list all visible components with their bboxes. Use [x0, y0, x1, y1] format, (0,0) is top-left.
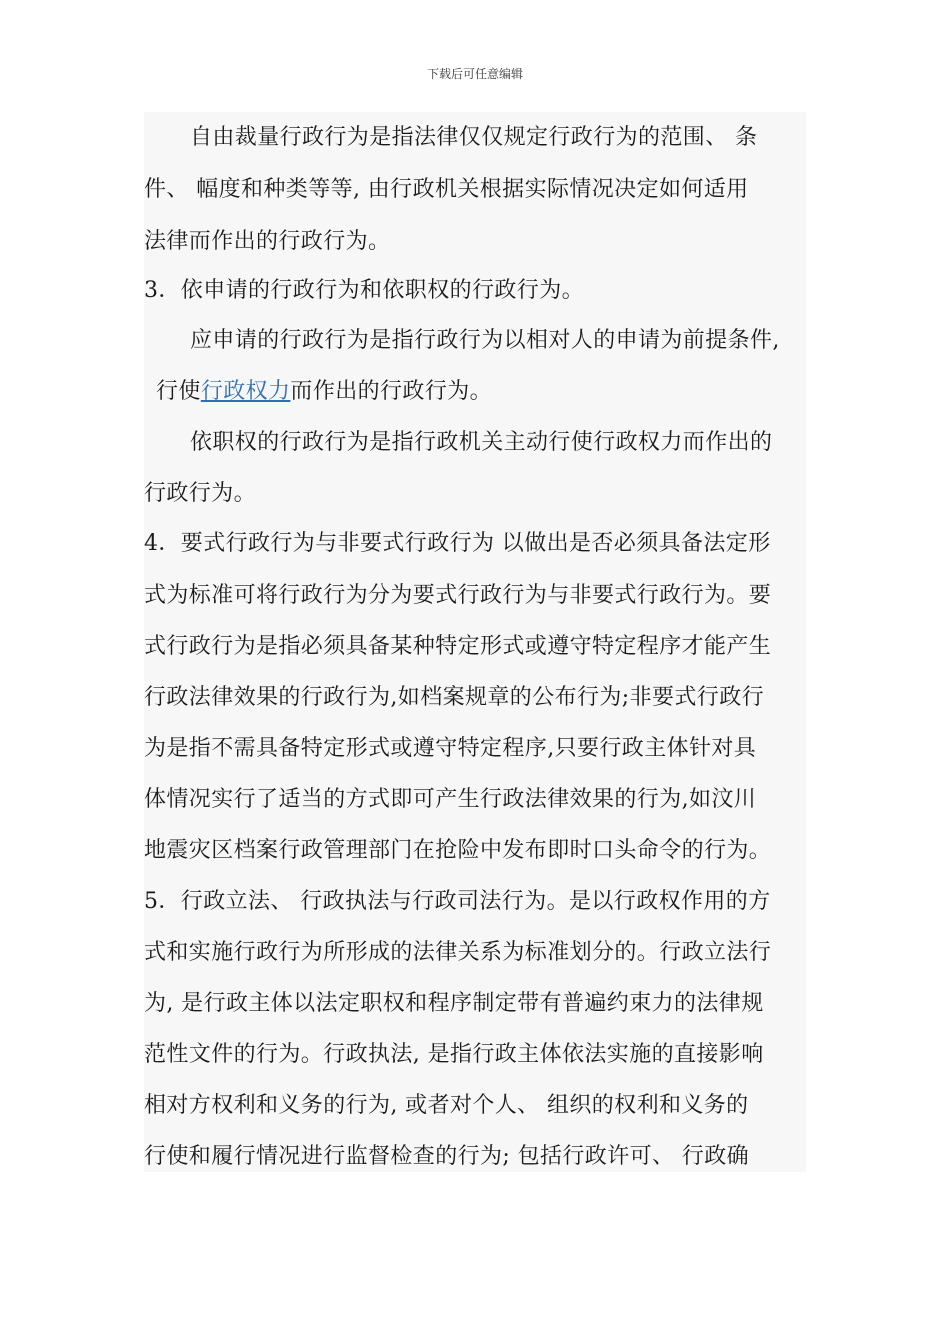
text-line: 依职权的行政行为是指行政机关主动行使行政权力而作出的: [190, 430, 773, 455]
text-line: 式为标准可将行政行为分为要式行政行为与非要式行政行为。要: [144, 583, 772, 608]
text-line: 地震灾区档案行政管理部门在抢险中发布即时口头命令的行为。: [144, 838, 772, 863]
text-line: 式行政行为是指必须具备某种特定形式或遵守特定程序才能产生: [144, 634, 772, 659]
text-line: 相对方权利和义务的行为, 或者对个人、 组织的权利和义务的: [144, 1093, 749, 1118]
text-line: 体情况实行了适当的方式即可产生行政法律效果的行为,如汶川: [144, 787, 757, 812]
page-header: 下载后可任意编辑: [426, 67, 523, 81]
text-line: 行使和履行情况进行监督检查的行为; 包括行政许可、 行政确: [144, 1144, 750, 1169]
section-heading-5: 5．行政立法、 行政执法与行政司法行为。是以行政权作用的方: [144, 889, 771, 914]
text-line: 式和实施行政行为所形成的法律关系为标准划分的。行政立法行: [144, 940, 772, 965]
text-line: 行政法律效果的行政行为,如档案规章的公布行为;非要式行政行: [144, 685, 765, 710]
text-line: 件、 幅度和种类等等, 由行政机关根据实际情况决定如何适用: [144, 177, 749, 202]
text-line: 范性文件的行为。行政执法, 是指行政主体依法实施的直接影响: [144, 1042, 764, 1067]
text-line: 为是指不需具备特定形式或遵守特定程序,只要行政主体针对具: [144, 736, 757, 761]
text-line-with-link: [156, 366, 492, 418]
text-line: 自由裁量行政行为是指法律仅仅规定行政行为的范围、 条: [190, 125, 758, 150]
section-heading-4: 4．要式行政行为与非要式行政行为 以做出是否必须具备法定形: [144, 531, 771, 556]
text-segment: 行使: [156, 379, 201, 404]
text-line: 行政行为。: [144, 481, 257, 506]
section-heading-3: 3．依申请的行政行为和依职权的行政行为。: [144, 278, 584, 303]
administrative-power-link[interactable]: 行政权力: [200, 379, 291, 404]
text-line: 应申请的行政行为是指行政行为以相对人的申请为前提条件,: [190, 328, 780, 353]
text-line: 法律而作出的行政行为。: [144, 229, 391, 254]
text-segment: 而作出的行政行为。: [290, 379, 493, 404]
document-body: [144, 112, 806, 1172]
text-line: 为, 是行政主体以法定职权和程序制定带有普遍约束力的法律规: [144, 991, 764, 1016]
